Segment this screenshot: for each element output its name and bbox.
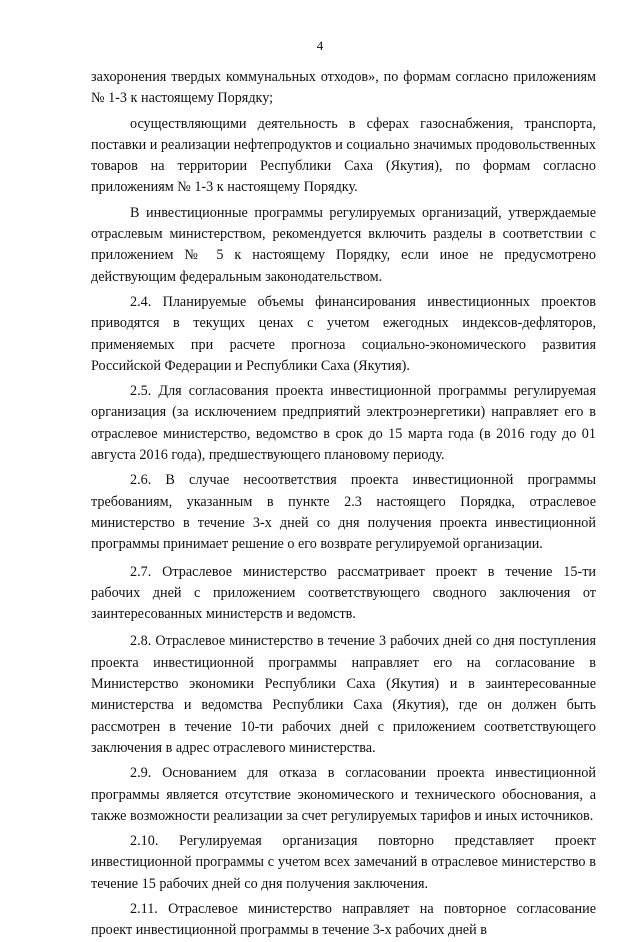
paragraph-2-5: 2.5. Для согласования проекта инвестиционной программы регулируемая организация (за исключением предприятий электроэнергетики) направляет его в отраслевое министерство, ведомство в срок до 15 марта года (в 2016 году до 01 августа 2016 года), предшествующего плановому периоду.	[91, 383, 596, 464]
page-number: 4	[316, 38, 324, 53]
paragraph-2-7: 2.7. Отраслевое министерство рассматривает проект в течение 15-ти рабочих дней с приложением соответствующего сводного заключения от заинтересованных министерств и ведомств.	[91, 563, 596, 623]
paragraph-2-9: 2.9. Основанием для отказа в согласовании проекта инвестиционной программы является отсутствие экономического и технического обоснования, а также возможности реализации за счет регулируемых тарифов и иных источников.	[91, 765, 596, 824]
paragraph-2-10: 2.10. Регулируемая организация повторно представляет проект инвестиционной программы с учетом всех замечаний в отраслевое министерство в течение 15 рабочих дней со дня получения заключения.	[91, 833, 596, 892]
paragraph-2-4: 2.4. Планируемые объемы финансирования инвестиционных проектов приводятся в текущих ценах с учетом ежегодных индексов-дефляторов, применяемых при расчете прогноза социально-экономического развития Российской Федерации и Республики Саха (Якутия).	[91, 293, 596, 374]
paragraph-2-6: 2.6. В случае несоответствия проекта инвестиционной программы требованиям, указанным в пункте 2.3 настоящего Порядка, отраслевое министерство в течение 3-х дней со дня получения проекта инвестиционной программы принимает решение о его возврате регулируемой организации.	[91, 472, 596, 553]
paragraph-2-11: 2.11. Отраслевое министерство направляет на повторное согласование проект инвестиционной программы в течение 3-х рабочих дней в	[91, 900, 596, 939]
paragraph-continuation: захоронения твердых коммунальных отходов», по формам согласно приложениям № 1-3 к настоящему Порядку;	[91, 69, 596, 107]
paragraph-gas-transport: осуществляющими деятельность в сферах газоснабжения, транспорта, поставки и реализации нефтепродуктов и социально значимых продовольственных товаров на территории Республики Саха (Якутия), по формам согласно приложениям № 1-3 к настоящему Порядку.	[91, 115, 596, 196]
paragraph-2-8: 2.8. Отраслевое министерство в течение 3 рабочих дней со дня поступления проекта инвестиционной программы направляет его на согласование в Министерство экономики Республики Саха (Якутия) и в заинтересованные министерства и ведомства Республики Саха (Якутия), где он должен быть рассмотрен в течение 10-ти рабочих дней с приложением соответствующего заключения в адрес отраслевого министерства.	[91, 633, 596, 756]
paragraph-program-sections: В инвестиционные программы регулируемых организаций, утверждаемые отраслевым министерством, рекомендуется включить разделы в соответствии с приложением № 5 к настоящему Порядку, если иное не предусмотрено действующим федеральным законодательством.	[91, 204, 596, 285]
document-body	[91, 67, 596, 942]
